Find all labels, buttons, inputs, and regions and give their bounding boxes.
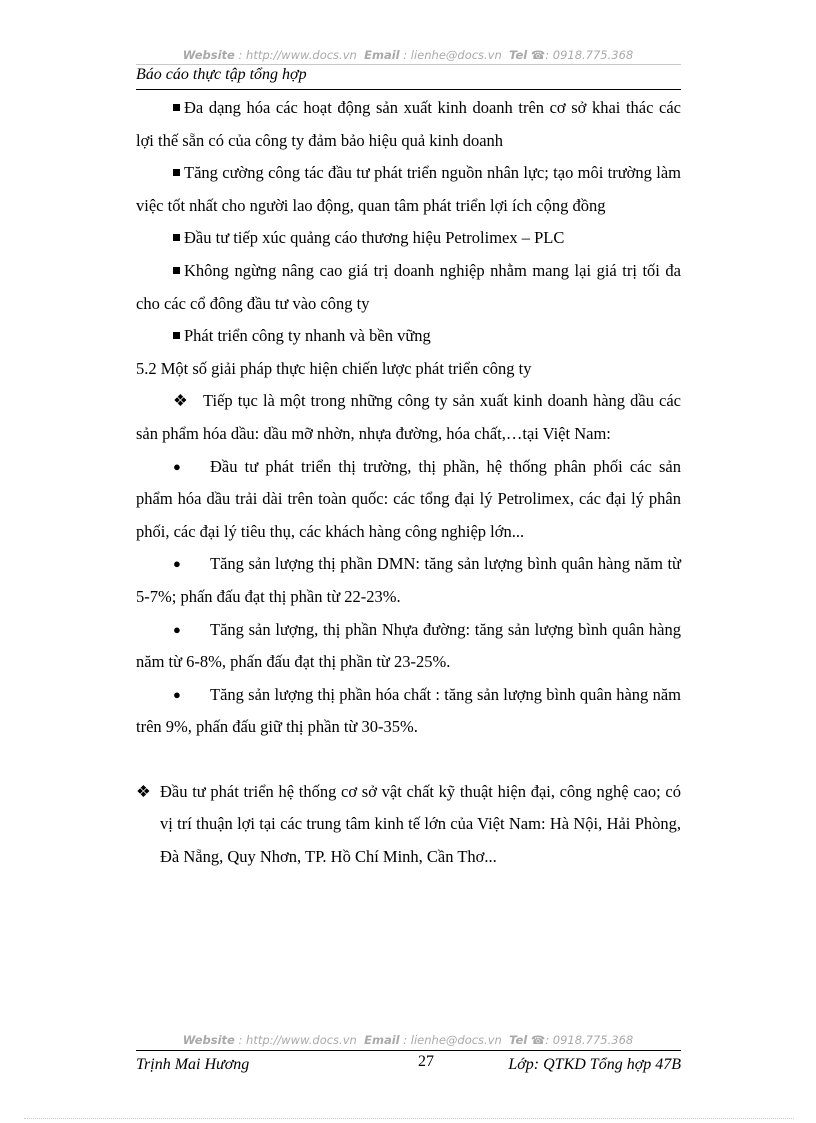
phone-icon: ☎	[530, 48, 546, 62]
email-label: Email	[364, 1033, 400, 1047]
tel-value: : 0918.775.368	[545, 48, 634, 62]
document-body	[136, 92, 681, 874]
square-bullet-icon	[173, 104, 180, 111]
email-value: : lienhe@docs.vn	[403, 1033, 502, 1047]
email-label: Email	[364, 48, 400, 62]
sub-item: ● Tăng sản lượng thị phần DMN: tăng sản lượng bình quân hàng năm từ 5-7%; phấn đấu đạt thị phần từ 22-23%.	[136, 548, 681, 613]
round-bullet-icon: ●	[173, 458, 181, 474]
square-bullet-icon	[173, 267, 180, 274]
section-heading: 5.2 Một số giải pháp thực hiện chiến lược phát triển công ty	[136, 358, 532, 378]
square-bullet-icon	[173, 234, 180, 241]
footer-watermark	[0, 1033, 816, 1047]
square-bullet-icon	[173, 169, 180, 176]
diamond-bullet-icon: ❖	[136, 781, 151, 801]
class-label: Lớp: QTKD Tổng hợp 47B	[508, 1056, 681, 1073]
website-value: : http://www.docs.vn	[238, 48, 357, 62]
watermark-rule	[136, 64, 681, 65]
solution-item: ❖ Đầu tư phát triển hệ thống cơ sở vật chất kỹ thuật hiện đại, công nghệ cao; có vị trí thuận lợi tại các trung tâm kinh tế lớn của Việt Nam: Hà Nội, Hải Phòng, Đà Nẵng, Quy Nhơn, TP. Hồ Chí Minh, Cần Thơ...	[136, 776, 681, 874]
sub-item: ● Đầu tư phát triển thị trường, thị phần, hệ thống phân phối các sản phẩm hóa dầu trải dài trên toàn quốc: các tổng đại lý Petrolimex, các đại lý phân phối, các đại lý tiêu thụ, các khách hàng công nghiệp lớn...	[136, 451, 681, 549]
phone-icon: ☎	[530, 1033, 546, 1047]
footer-rule	[136, 1050, 681, 1051]
sub-item: ● Tăng sản lượng thị phần hóa chất : tăng sản lượng bình quân hàng năm trên 9%, phấn đấu giữ thị phần từ 30-35%.	[136, 679, 681, 744]
tel-label: Tel	[509, 1033, 528, 1047]
goal-item: Không ngừng nâng cao giá trị doanh nghiệp nhằm mang lại giá trị tối đa cho các cổ đông đầu tư vào công ty	[136, 260, 681, 313]
round-bullet-icon: ●	[173, 556, 181, 572]
sub-item: ● Tăng sản lượng, thị phần Nhựa đường: tăng sản lượng bình quân hàng năm từ 6-8%, phấn đấu đạt thị phần từ 23-25%.	[136, 614, 681, 679]
goal-item: Phát triển công ty nhanh và bền vững	[136, 320, 681, 353]
header-watermark	[0, 48, 816, 62]
page-title: Báo cáo thực tập tổng hợp	[136, 66, 307, 83]
website-label: Website	[182, 1033, 235, 1047]
diamond-bullet-icon: ❖	[173, 391, 188, 411]
spacer	[136, 744, 681, 776]
round-bullet-icon: ●	[173, 686, 181, 702]
round-bullet-icon: ●	[173, 621, 181, 637]
author-name: Trịnh Mai Hương	[136, 1056, 250, 1073]
email-value: : lienhe@docs.vn	[403, 48, 502, 62]
page-edge-divider	[24, 1118, 794, 1119]
square-bullet-icon	[173, 332, 180, 339]
goal-item: Đa dạng hóa các hoạt động sản xuất kinh doanh trên cơ sở khai thác các lợi thế sẵn có của công ty đảm bảo hiệu quả kinh doanh	[136, 98, 681, 150]
tel-label: Tel	[509, 48, 528, 62]
header-rule	[136, 89, 681, 90]
page-number: 27	[418, 1053, 434, 1070]
website-label: Website	[182, 48, 235, 62]
tel-value: : 0918.775.368	[545, 1033, 634, 1047]
solution-item: ❖ Tiếp tục là một trong những công ty sản xuất kinh doanh hàng dầu các sản phẩm hóa dầu: dầu mỡ nhờn, nhựa đường, hóa chất,…tại Việt Nam:	[136, 385, 681, 450]
website-value: : http://www.docs.vn	[238, 1033, 357, 1047]
goal-item: Đầu tư tiếp xúc quảng cáo thương hiệu Petrolimex – PLC	[136, 222, 681, 255]
goal-item: Tăng cường công tác đầu tư phát triển nguồn nhân lực; tạo môi trường làm việc tốt nhất cho người lao động, quan tâm phát triển lợi ích cộng đồng	[136, 163, 681, 215]
